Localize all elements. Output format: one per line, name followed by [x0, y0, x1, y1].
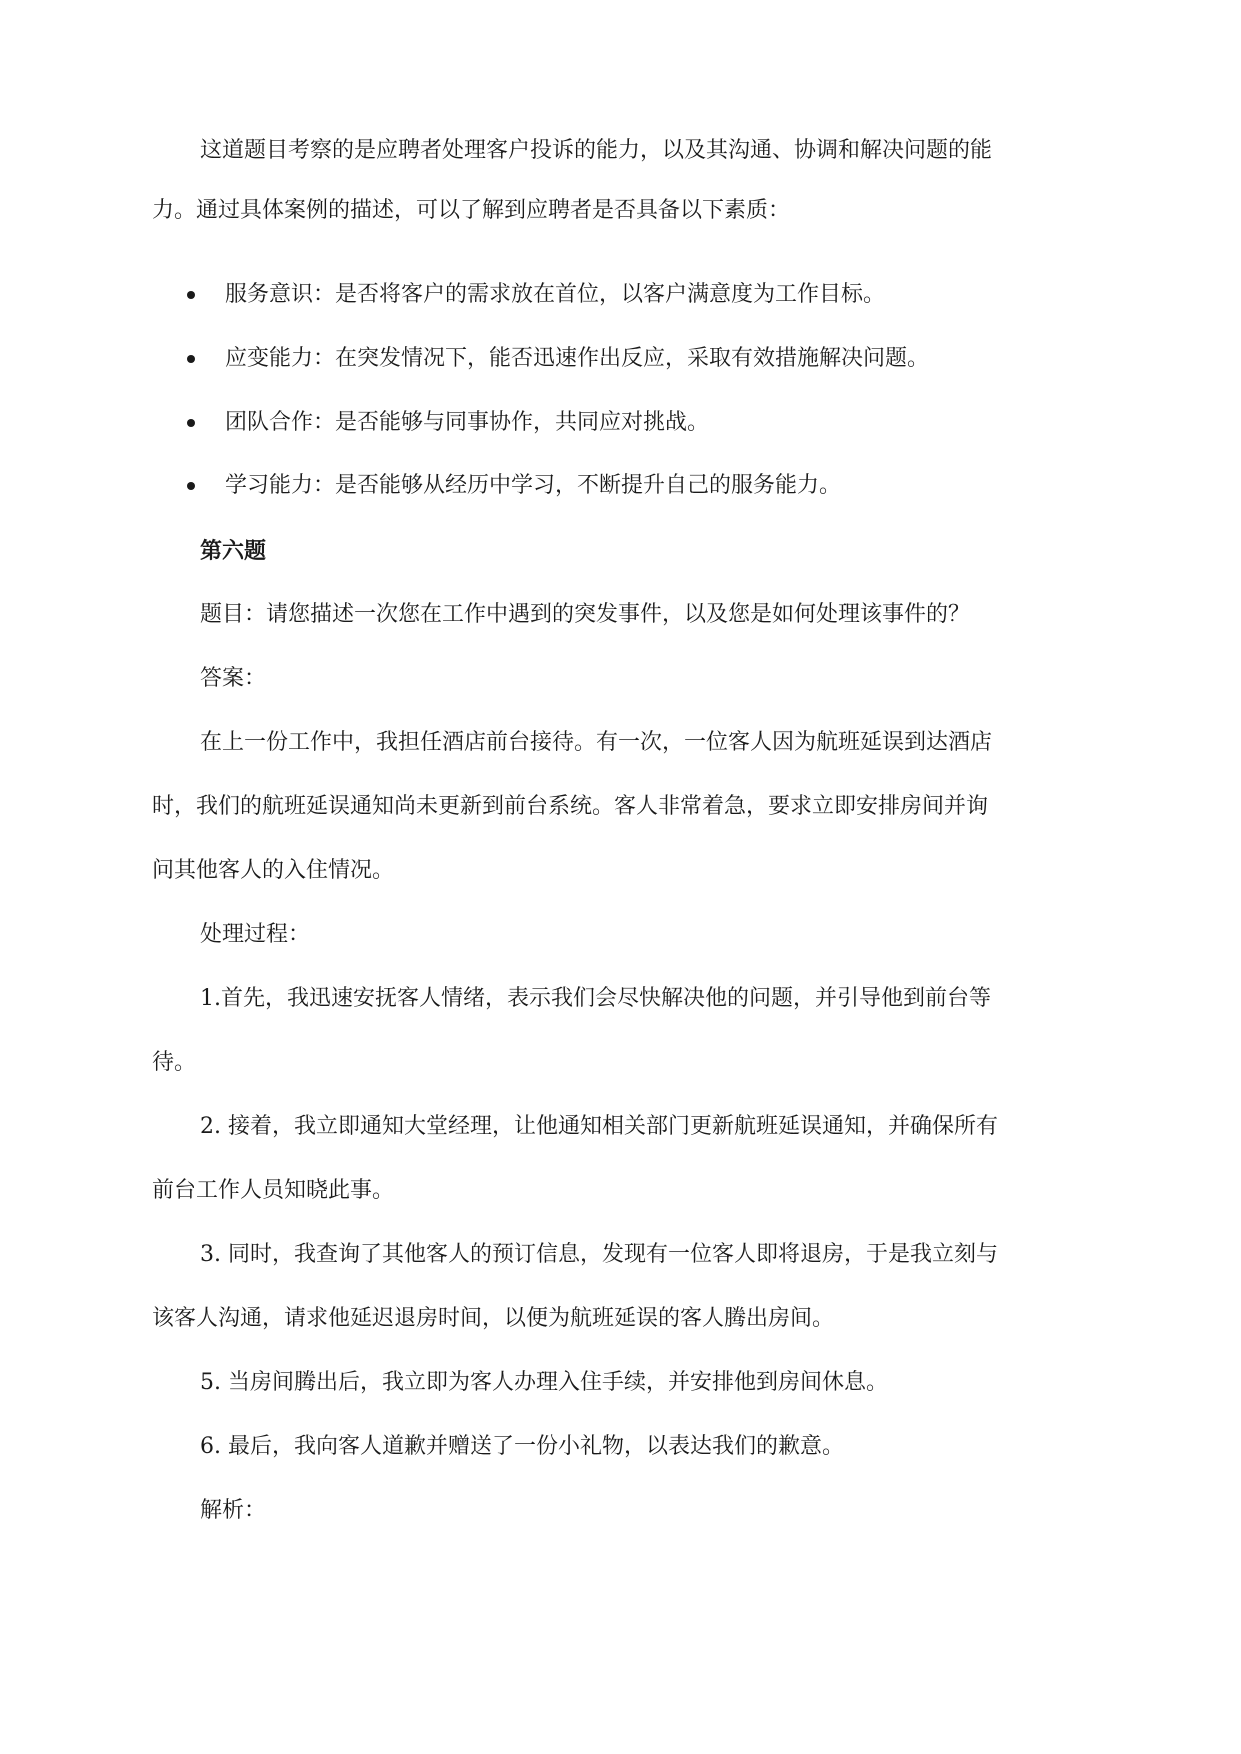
bullet-icon	[187, 291, 195, 299]
answer-label: 答案：	[200, 666, 267, 691]
step-1-line-1: 1.首先，我迅速安抚客人情绪，表示我们会尽快解决他的问题，并引导他到前台等	[200, 986, 991, 1011]
step-5: 5. 当房间腾出后，我立即为客人办理入住手续，并安排他到房间休息。	[200, 1370, 888, 1395]
step-1-line-2: 待。	[152, 1050, 197, 1075]
list-item-text: 服务意识：是否将客户的需求放在首位，以客户满意度为工作目标。	[225, 282, 886, 307]
bullet-icon	[187, 355, 195, 363]
step-2-line-2: 前台工作人员知晓此事。	[152, 1178, 395, 1203]
step-6: 6. 最后，我向客人道歉并赠送了一份小礼物，以表达我们的歉意。	[200, 1434, 844, 1459]
intro-line-1: 这道题目考察的是应聘者处理客户投诉的能力，以及其沟通、协调和解决问题的能	[200, 138, 993, 163]
bullet-icon	[187, 482, 195, 490]
step-3-line-2: 该客人沟通，请求他延迟退房时间，以便为航班延误的客人腾出房间。	[152, 1306, 835, 1331]
story-line-2: 时，我们的航班延误通知尚未更新到前台系统。客人非常着急，要求立即安排房间并询	[152, 794, 989, 819]
analysis-label: 解析：	[200, 1498, 267, 1523]
step-2-line-1: 2. 接着，我立即通知大堂经理，让他通知相关部门更新航班延误通知，并确保所有	[200, 1114, 998, 1139]
bullet-icon	[187, 419, 195, 427]
story-line-1: 在上一份工作中，我担任酒店前台接待。有一次，一位客人因为航班延误到达酒店	[200, 730, 993, 755]
list-item-text: 学习能力：是否能够从经历中学习，不断提升自己的服务能力。	[225, 473, 842, 498]
question-text: 题目：请您描述一次您在工作中遇到的突发事件，以及您是如何处理该事件的？	[200, 602, 971, 627]
story-line-3: 问其他客人的入住情况。	[152, 858, 395, 883]
process-label: 处理过程：	[200, 922, 311, 947]
list-item-text: 应变能力：在突发情况下，能否迅速作出反应，采取有效措施解决问题。	[225, 346, 930, 371]
step-3-line-1: 3. 同时，我查询了其他客人的预订信息，发现有一位客人即将退房，于是我立刻与	[200, 1242, 998, 1267]
list-item-text: 团队合作：是否能够与同事协作，共同应对挑战。	[225, 410, 710, 435]
section-title: 第六题	[200, 538, 267, 564]
intro-line-2: 力。通过具体案例的描述，可以了解到应聘者是否具备以下素质：	[152, 198, 791, 223]
